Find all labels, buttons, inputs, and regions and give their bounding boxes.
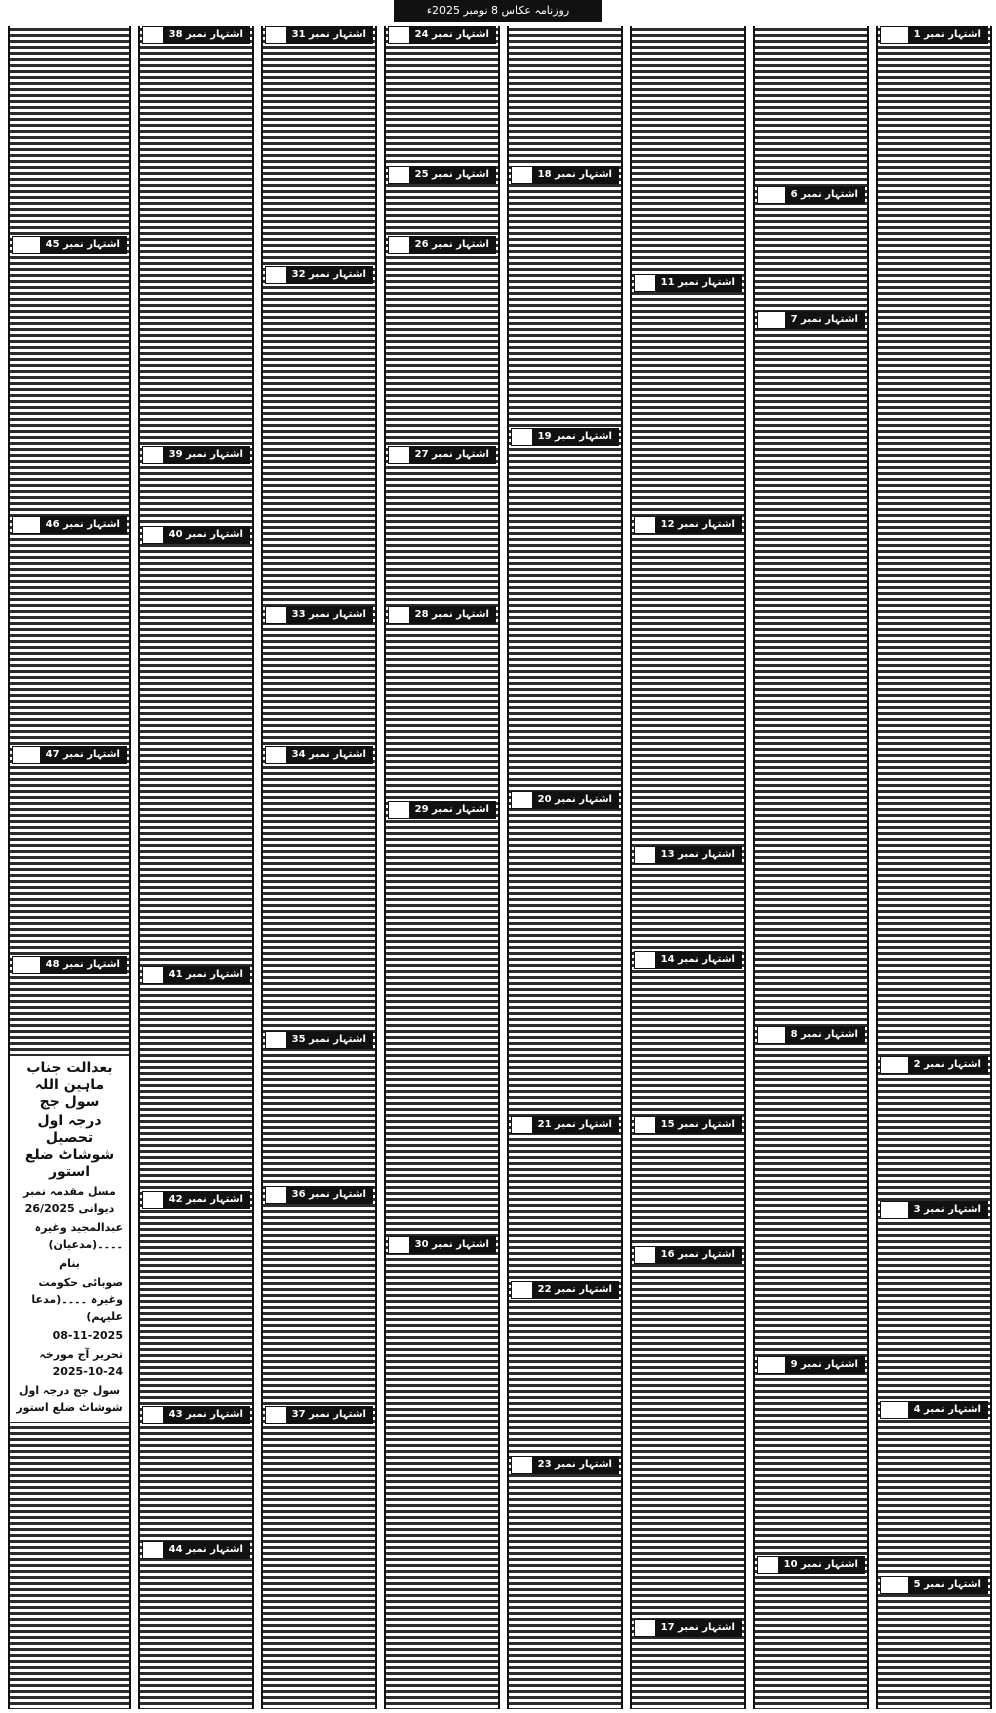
ad-header: [388, 1236, 496, 1254]
ad-header-bar: [266, 27, 286, 43]
ad-header: [634, 846, 742, 864]
ad-header: [142, 526, 250, 544]
ad-number-label: اشتہار نمبر 36: [286, 1187, 372, 1203]
ad-number-label: اشتہار نمبر 8: [785, 1027, 864, 1043]
ad-header-bar: [389, 607, 409, 623]
ad-header: [634, 951, 742, 969]
ad-header: [757, 311, 865, 329]
ad-header: [265, 606, 373, 624]
ad-header-bar: [758, 312, 785, 328]
ad-header: [880, 1056, 988, 1074]
ad-number-label: اشتہار نمبر 34: [286, 747, 372, 763]
ad-header: [634, 274, 742, 292]
ad-header-bar: [266, 1407, 286, 1423]
ad-header: [634, 1116, 742, 1134]
ad-header: [142, 1541, 250, 1559]
ad-header-bar: [13, 957, 40, 973]
column-1: [876, 26, 992, 1709]
ad-header-bar: [266, 1187, 286, 1203]
ad-number-label: اشتہار نمبر 18: [532, 167, 618, 183]
ad-header: [265, 1406, 373, 1424]
ad-header-bar: [512, 167, 532, 183]
ad-header: [265, 26, 373, 44]
column-6: [261, 26, 377, 1709]
ad-header-bar: [512, 1457, 532, 1473]
ad-header-bar: [266, 607, 286, 623]
court-notice: [10, 1056, 129, 1422]
ad-number-label: اشتہار نمبر 26: [409, 237, 495, 253]
ad-header-bar: [13, 517, 40, 533]
ad-number-label: اشتہار نمبر 45: [40, 237, 126, 253]
ad-header: [511, 166, 619, 184]
ad-header-bar: [143, 527, 163, 543]
ad-header: [388, 26, 496, 44]
ad-header-bar: [881, 1057, 908, 1073]
ad-header: [388, 801, 496, 819]
ad-number-label: اشتہار نمبر 9: [785, 1357, 864, 1373]
ad-number-label: اشتہار نمبر 3: [908, 1202, 987, 1218]
ad-header: [142, 1191, 250, 1209]
ad-header-bar: [635, 1247, 655, 1263]
ad-header: [880, 1576, 988, 1594]
ad-header: [142, 966, 250, 984]
ad-number-label: اشتہار نمبر 17: [655, 1620, 741, 1636]
ad-header-bar: [389, 237, 409, 253]
ad-header-bar: [389, 447, 409, 463]
ad-header: [12, 956, 127, 974]
ad-header: [388, 606, 496, 624]
ad-header-bar: [512, 792, 532, 808]
ad-number-label: اشتہار نمبر 35: [286, 1032, 372, 1048]
ad-header-bar: [389, 802, 409, 818]
ad-header-bar: [635, 1620, 655, 1636]
ad-header-bar: [635, 847, 655, 863]
ad-header-bar: [143, 27, 163, 43]
ad-header-bar: [881, 27, 908, 43]
column-3: [630, 26, 746, 1709]
ad-number-label: اشتہار نمبر 1: [908, 27, 987, 43]
ad-header: [511, 1281, 619, 1299]
versus: بنام: [59, 1257, 80, 1270]
ad-header-bar: [13, 237, 40, 253]
ad-header-bar: [758, 187, 785, 203]
ad-header-bar: [635, 1117, 655, 1133]
ad-number-label: اشتہار نمبر 16: [655, 1247, 741, 1263]
ad-number-label: اشتہار نمبر 30: [409, 1237, 495, 1253]
ad-number-label: اشتہار نمبر 29: [409, 802, 495, 818]
ad-number-label: اشتہار نمبر 40: [163, 527, 249, 543]
ad-header: [757, 186, 865, 204]
ad-header: [880, 1401, 988, 1419]
ad-header: [757, 1356, 865, 1374]
column-4: [507, 26, 623, 1709]
newspaper-page: [4, 26, 992, 1709]
ad-number-label: اشتہار نمبر 10: [778, 1557, 864, 1573]
ad-header: [511, 1456, 619, 1474]
ad-header: [265, 1031, 373, 1049]
ad-number-label: اشتہار نمبر 37: [286, 1407, 372, 1423]
ad-number-label: اشتہار نمبر 23: [532, 1457, 618, 1473]
ad-number-label: اشتہار نمبر 11: [655, 275, 741, 291]
ad-header-bar: [512, 429, 532, 445]
ad-header-bar: [266, 747, 286, 763]
notice-signature: سول جج درجہ اول شوشاٹ ضلع استور: [16, 1384, 123, 1414]
ad-number-label: اشتہار نمبر 2: [908, 1057, 987, 1073]
ad-header-bar: [881, 1202, 908, 1218]
ad-header: [880, 26, 988, 44]
ad-header: [265, 266, 373, 284]
case-number: مسل مقدمہ نمبر دیوانی 26/2025: [23, 1185, 116, 1215]
ad-number-label: اشتہار نمبر 48: [40, 957, 126, 973]
ad-number-label: اشتہار نمبر 12: [655, 517, 741, 533]
ad-header-bar: [881, 1402, 908, 1418]
ad-number-label: اشتہار نمبر 43: [163, 1407, 249, 1423]
column-7: [138, 26, 254, 1709]
ad-header: [12, 236, 127, 254]
ad-header: [511, 428, 619, 446]
ad-header: [265, 1186, 373, 1204]
ad-number-label: اشتہار نمبر 46: [40, 517, 126, 533]
ad-header: [142, 1406, 250, 1424]
hearing-date: 08-11-2025: [52, 1329, 123, 1342]
ad-header-bar: [512, 1117, 532, 1133]
ad-number-label: اشتہار نمبر 21: [532, 1117, 618, 1133]
plaintiff: عبدالمجید وغیرہ ۔۔۔۔(مدعیان): [34, 1221, 123, 1251]
ad-header: [388, 236, 496, 254]
ad-number-label: اشتہار نمبر 32: [286, 267, 372, 283]
ad-number-label: اشتہار نمبر 20: [532, 792, 618, 808]
ad-header: [12, 746, 127, 764]
ad-header: [265, 746, 373, 764]
ad-header-bar: [266, 1032, 286, 1048]
ad-number-label: اشتہار نمبر 25: [409, 167, 495, 183]
column-8: [8, 26, 131, 1709]
ad-number-label: اشتہار نمبر 4: [908, 1402, 987, 1418]
court-name: بعدالت جناب ماہین اللہ سول جج: [26, 1060, 113, 1110]
ad-header-bar: [758, 1357, 785, 1373]
ad-number-label: اشتہار نمبر 42: [163, 1192, 249, 1208]
ad-number-label: اشتہار نمبر 13: [655, 847, 741, 863]
ad-header-bar: [389, 27, 409, 43]
ad-number-label: اشتہار نمبر 15: [655, 1117, 741, 1133]
ad-header: [634, 1246, 742, 1264]
ad-header: [12, 516, 127, 534]
masthead-title: روزنامہ عکاس 8 نومبر 2025ء: [426, 4, 570, 17]
ad-header-bar: [635, 517, 655, 533]
masthead-banner: [394, 0, 602, 22]
ad-header-bar: [143, 1542, 163, 1558]
ad-header: [511, 791, 619, 809]
ad-header-bar: [143, 1407, 163, 1423]
notice-footer: تحریر آج مورخہ 24-10-2025: [39, 1348, 123, 1378]
ad-header: [634, 516, 742, 534]
ad-header: [388, 166, 496, 184]
ad-number-label: اشتہار نمبر 27: [409, 447, 495, 463]
ad-header-bar: [143, 967, 163, 983]
column-5: [384, 26, 500, 1709]
ad-header-bar: [143, 1192, 163, 1208]
ad-number-label: اشتہار نمبر 31: [286, 27, 372, 43]
ad-header-bar: [143, 447, 163, 463]
ad-number-label: اشتہار نمبر 5: [908, 1577, 987, 1593]
ad-number-label: اشتہار نمبر 39: [163, 447, 249, 463]
ad-header-bar: [758, 1557, 778, 1573]
ad-number-label: اشتہار نمبر 19: [532, 429, 618, 445]
ad-header: [142, 446, 250, 464]
ad-header: [634, 1619, 742, 1637]
ad-number-label: اشتہار نمبر 22: [532, 1282, 618, 1298]
ad-number-label: اشتہار نمبر 47: [40, 747, 126, 763]
ad-header: [388, 446, 496, 464]
ad-header-bar: [635, 952, 655, 968]
column-2: [753, 26, 869, 1709]
ad-header: [880, 1201, 988, 1219]
ad-header-bar: [13, 747, 40, 763]
ad-number-label: اشتہار نمبر 33: [286, 607, 372, 623]
ad-header-bar: [635, 275, 655, 291]
court-tehsil: درجہ اول تحصیل شوشاٹ ضلع استور: [24, 1113, 115, 1180]
ad-header-bar: [389, 167, 409, 183]
ad-header-bar: [512, 1282, 532, 1298]
ad-header: [142, 26, 250, 44]
ad-number-label: اشتہار نمبر 44: [163, 1542, 249, 1558]
ad-number-label: اشتہار نمبر 7: [785, 312, 864, 328]
ad-number-label: اشتہار نمبر 28: [409, 607, 495, 623]
ad-header-bar: [881, 1577, 908, 1593]
ad-number-label: اشتہار نمبر 14: [655, 952, 741, 968]
ad-header: [757, 1556, 865, 1574]
ad-header-bar: [389, 1237, 409, 1253]
ad-header-bar: [758, 1027, 785, 1043]
ad-header: [757, 1026, 865, 1044]
ad-number-label: اشتہار نمبر 6: [785, 187, 864, 203]
defendant: صوبائی حکومت وغیرہ ۔۔۔۔(مدعا علیہم): [31, 1276, 123, 1323]
ad-number-label: اشتہار نمبر 24: [409, 27, 495, 43]
ad-number-label: اشتہار نمبر 41: [163, 967, 249, 983]
ad-header-bar: [266, 267, 286, 283]
ad-header: [511, 1116, 619, 1134]
ad-number-label: اشتہار نمبر 38: [163, 27, 249, 43]
